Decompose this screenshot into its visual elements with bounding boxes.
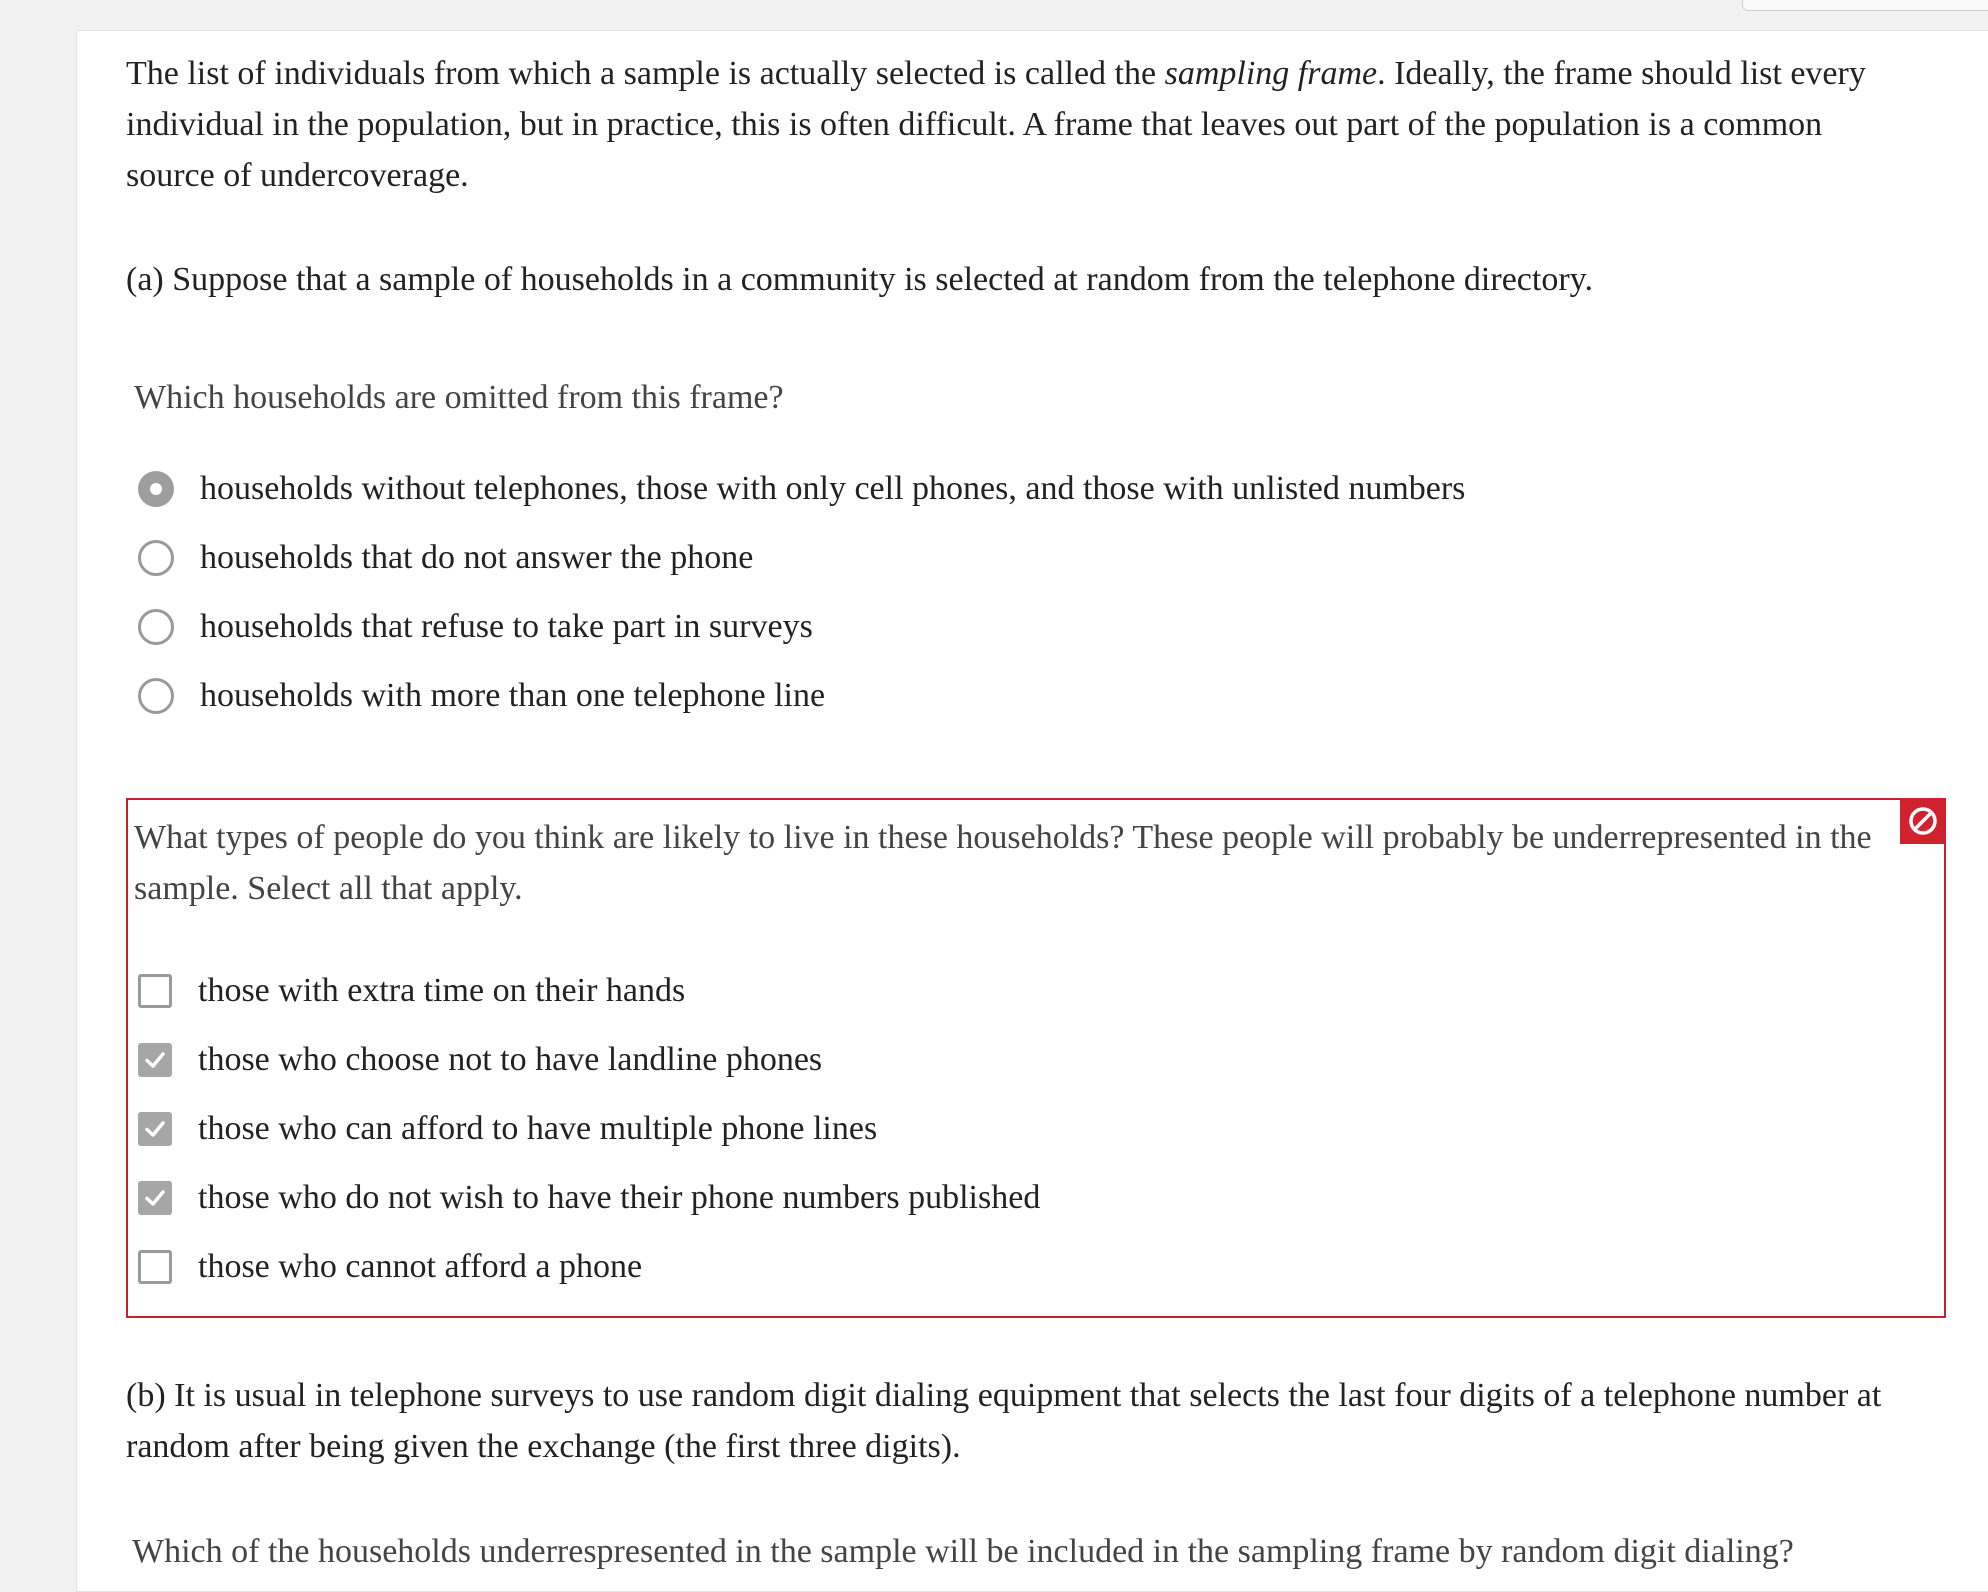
radio-option-label: households that do not answer the phone	[200, 539, 754, 576]
checkmark-icon	[143, 1186, 167, 1210]
checkbox-option-5[interactable]	[138, 1242, 642, 1292]
radio-option-label: households without telephones, those with only cell phones, and those with unlisted numbers	[200, 470, 1466, 507]
radio-button-selected[interactable]	[138, 471, 174, 507]
checkbox-option-2[interactable]	[138, 1035, 822, 1085]
question-underrepresented-people: What types of people do you think are likely to live in these households? These people will probably be underrepresented in the sample. Select all that apply.	[134, 819, 1872, 907]
checkmark-icon	[143, 1117, 167, 1141]
checkbox[interactable]	[138, 974, 172, 1008]
radio-option-label: households with more than one telephone line	[200, 677, 826, 714]
radio-option-1[interactable]	[138, 464, 1465, 514]
question-random-digit-dialing: Which of the households underrespresented in the sample will be included in the sampling frame by random digit dialing?	[132, 1533, 1794, 1570]
checkbox[interactable]	[138, 1250, 172, 1284]
top-tab-edge	[1742, 0, 1988, 11]
checkbox-option-3[interactable]	[138, 1104, 877, 1154]
part-b-prompt: (b) It is usual in telephone surveys to use random digit dialing equipment that selects the last four digits of a telephone number at random after being given the exchange (the first three digits).	[126, 1377, 1882, 1465]
checkbox-option-label: those with extra time on their hands	[198, 972, 686, 1009]
radio-option-4[interactable]	[138, 671, 825, 721]
checkbox-option-4[interactable]	[138, 1173, 1040, 1223]
checkbox-option-label: those who can afford to have multiple phone lines	[198, 1110, 878, 1147]
radio-button[interactable]	[138, 540, 174, 576]
radio-button[interactable]	[138, 678, 174, 714]
intro-term: sampling frame	[1164, 55, 1378, 92]
checkbox-checked[interactable]	[138, 1181, 172, 1215]
intro-text-2: . Ideally, the frame should list every individual in the population, but in practice, this is often difficult. A frame that leaves out part of the population is a common source of undercoverage.	[126, 55, 1866, 194]
checkbox-option-label: those who cannot afford a phone	[198, 1248, 643, 1285]
intro-text-1: The list of individuals from which a sample is actually selected is called the	[126, 55, 1165, 92]
checkmark-icon	[143, 1048, 167, 1072]
part-a-prompt: (a) Suppose that a sample of households in a community is selected at random from the telephone directory.	[126, 261, 1593, 298]
question-omitted-households: Which households are omitted from this frame?	[134, 379, 784, 416]
radio-option-label: households that refuse to take part in surveys	[200, 608, 813, 645]
radio-button[interactable]	[138, 609, 174, 645]
checkbox-option-1[interactable]	[138, 966, 685, 1016]
intro-paragraph	[126, 48, 1886, 201]
radio-option-3[interactable]	[138, 602, 813, 652]
checkbox-option-label: those who choose not to have landline phones	[198, 1041, 823, 1078]
checkbox-checked[interactable]	[138, 1043, 172, 1077]
checkbox-option-label: those who do not wish to have their phone numbers published	[198, 1179, 1041, 1216]
radio-option-2[interactable]	[138, 533, 753, 583]
checkbox-checked[interactable]	[138, 1112, 172, 1146]
